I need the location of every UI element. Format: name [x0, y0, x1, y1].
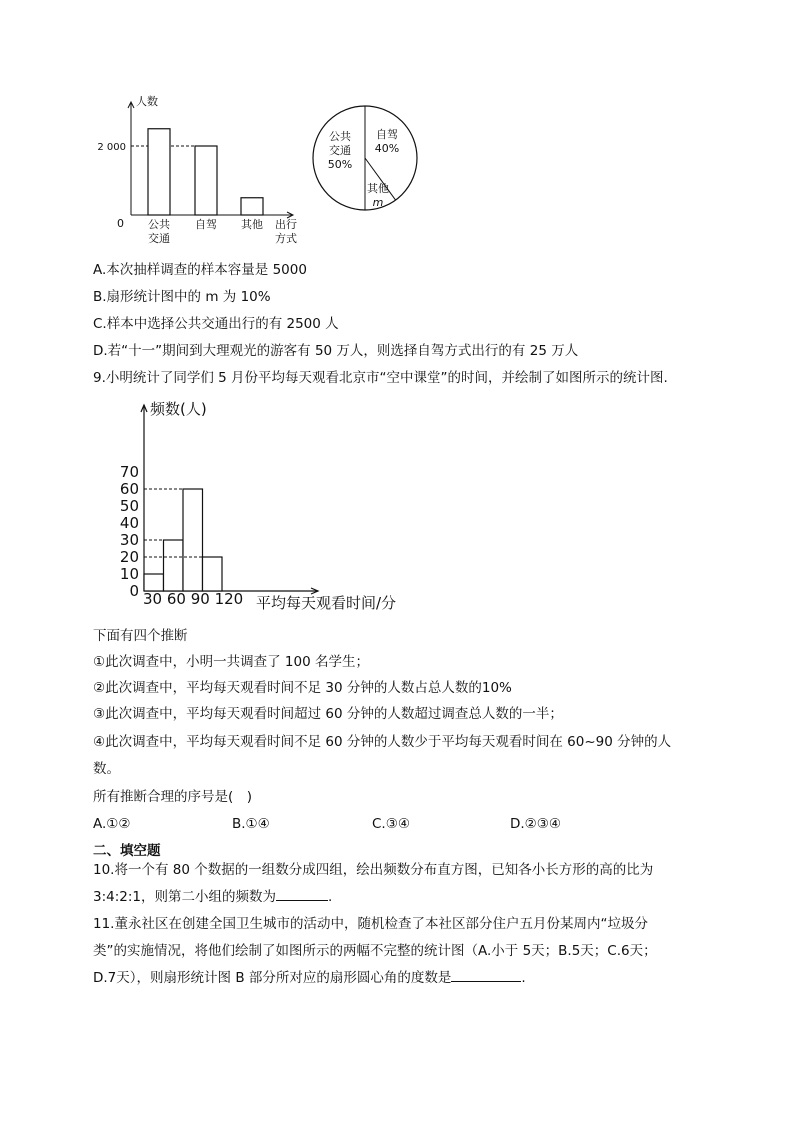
q8-option-a: A.本次抽样调查的样本容量是 5000 [93, 262, 307, 278]
q8-option-b: B.扇形统计图中的 m 为 10% [93, 289, 271, 305]
y-tick-label: 20 [119, 548, 139, 566]
viewing-time-histogram [110, 395, 420, 617]
histogram-bar [203, 557, 223, 591]
q10-line2-text: 3:4:2:1，则第二小组的频数为 [93, 889, 277, 905]
x-axis-label: 出行 [275, 218, 297, 231]
category-label: 自驾 [195, 218, 217, 231]
q11-answer-blank[interactable] [451, 981, 521, 982]
y-tick-label: 30 [119, 531, 139, 549]
y-tick-label: 10 [119, 565, 139, 583]
y-tick-label: 70 [119, 463, 139, 481]
histogram-bar [183, 489, 203, 591]
x-axis-label: 平均每天观看时间/分 [256, 594, 397, 612]
y-tick-label: 2 000 [97, 142, 126, 153]
q8-option-c: C.样本中选择公共交通出行的有 2500 人 [93, 316, 339, 332]
q9-statement-2: ②此次调查中，平均每天观看时间不足 30 分钟的人数占总人数的10% [93, 680, 512, 696]
pie-slice-label: 其他 [367, 182, 389, 195]
q9-option-c: C.③④ [372, 816, 410, 832]
q9-option-a: A.①② [93, 816, 131, 832]
q9-statement-4-line1: ④此次调查中，平均每天观看时间不足 60 分钟的人数少于平均每天观看时间在 60~90 分钟的人 [93, 734, 672, 750]
bar [195, 146, 217, 215]
q9-option-b: B.①④ [232, 816, 270, 832]
y-tick-label: 0 [129, 582, 139, 600]
travel-mode-figure [95, 90, 425, 252]
section-heading: 二、填空题 [93, 843, 161, 859]
origin-label: 0 [117, 217, 124, 230]
category-label: 公共 [148, 218, 170, 231]
travel-mode-pie-chart [313, 106, 417, 210]
q8-option-d: D.若“十一”期间到大理观光的游客有 50 万人，则选择自驾方式出行的有 25 万人 [93, 343, 579, 359]
q11-line3 [93, 969, 526, 987]
q11-line3-text: D.7天），则扇形统计图 B 部分所对应的扇形圆心角的度数是 [93, 970, 452, 986]
q9-statement-4-line2: 数。 [93, 761, 120, 777]
q10-answer-blank[interactable] [276, 900, 328, 901]
y-tick-label: 40 [119, 514, 139, 532]
q9-option-d: D.②③④ [510, 816, 561, 832]
bar [241, 198, 263, 215]
x-axis-label: 方式 [275, 232, 297, 245]
q10-end: . [328, 889, 333, 905]
q9-statement-1: ①此次调查中，小明一共调查了 100 名学生； [93, 654, 369, 670]
q9-intro: 下面有四个推断 [93, 628, 188, 644]
x-tick-label: 30 60 90 120 [143, 590, 244, 608]
q9-question: 所有推断合理的序号是( ) [93, 789, 253, 805]
pie-slice-label: 公共 [329, 130, 351, 143]
pie-slice-label: 50% [327, 158, 353, 171]
travel-mode-bar-chart [97, 94, 297, 245]
category-label: 交通 [148, 232, 170, 245]
y-tick-label: 60 [119, 480, 139, 498]
q9-stem: 9.小明统计了同学们 5 月份平均每天观看北京市“空中课堂”的时间，并绘制了如图所示的统计图. [93, 370, 668, 386]
q9-statement-3: ③此次调查中，平均每天观看时间超过 60 分钟的人数超过调查总人数的一半； [93, 706, 563, 722]
q10-line2 [93, 888, 332, 906]
category-label: 其他 [241, 218, 263, 231]
y-axis-label: 频数(人) [150, 400, 207, 418]
y-axis-label: 人数 [136, 95, 158, 108]
histogram-bar [144, 574, 164, 591]
q11-line2: 类”的实施情况，将他们绘制了如图所示的两幅不完整的统计图（A.小于 5天；B.5天；C.6天； [93, 943, 657, 959]
q11-line1: 11.董永社区在创建全国卫生城市的活动中，随机检查了本社区部分住户五月份某周内“垃圾分 [93, 916, 648, 932]
bar [148, 129, 170, 215]
histogram-bar [164, 540, 184, 591]
pie-slice-label: 自驾 [376, 128, 398, 141]
q11-end: . [521, 970, 526, 986]
pie-slice-label: 交通 [329, 144, 351, 157]
y-tick-label: 50 [119, 497, 139, 515]
pie-slice-label: 40% [374, 142, 400, 155]
pie-slice-label: m [372, 196, 384, 209]
q10-line1: 10.将一个有 80 个数据的一组数分成四组，绘出频数分布直方图，已知各小长方形的高的比为 [93, 862, 654, 878]
